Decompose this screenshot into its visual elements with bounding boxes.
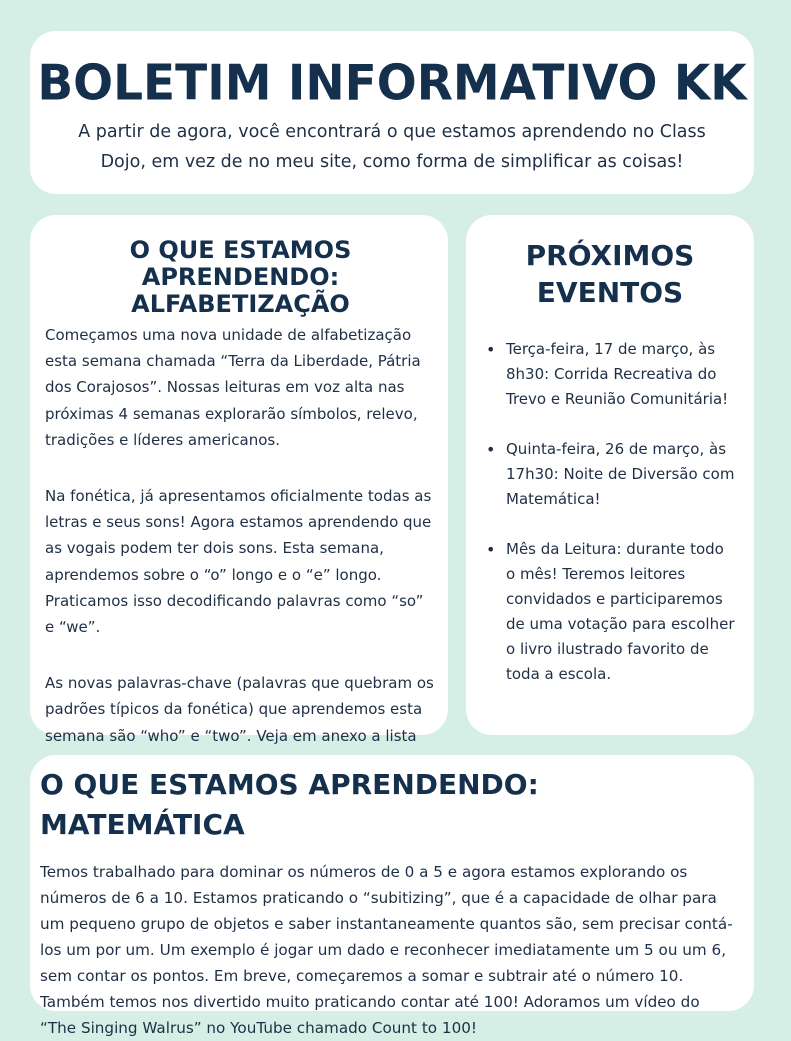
paragraph-spacer	[45, 640, 436, 666]
literacy-section	[30, 215, 448, 745]
newsletter-title: BOLETIM INFORMATIVO KK	[37, 54, 747, 112]
literacy-paragraph: Na fonética, já apresentamos oficialmente todas as letras e seus sons! Agora estamos aprendendo que as vogais podem ter dois sons. Esta semana, aprendemos sobre o “o” longo e o “e” longo. Praticamos isso decodificando palavras como “so” e “we”.	[45, 487, 432, 637]
event-item: • Terça-feira, 17 de março, às 8h30: Corrida Recreativa do Trevo e Reunião Comunitária!	[484, 337, 736, 412]
events-section	[466, 215, 754, 735]
header-card	[30, 31, 754, 194]
literacy-heading: O QUE ESTAMOS APRENDENDO: ALFABETIZAÇÃO	[129, 236, 352, 318]
event-item: • Mês da Leitura: durante todo o mês! Teremos leitores convidados e participaremos de uma votação para escolher o livro ilustrado favorito de toda a escola.	[484, 537, 736, 687]
literacy-paragraph: Começamos uma nova unidade de alfabetização esta semana chamada “Terra da Liberdade, Pátria dos Corajosos”. Nossas leituras em voz alta nas próximas 4 semanas explorarão símbolos, relevo, tradições e líderes americanos.	[45, 326, 421, 449]
paragraph-spacer	[45, 453, 436, 479]
math-paragraph: Temos trabalhado para dominar os números de 0 a 5 e agora estamos explorando os números de 6 a 10. Estamos praticando o “subitizing”, que é a capacidade de olhar para um pequeno grupo de objetos e saber instantaneamente quantos são, sem precisar contá-los um por um. Um exemplo é jogar um dado e reconhecer imediatamente um 5 ou um 6, sem contar os pontos. Em breve, começaremos a somar e subtrair até o número 10. Também temos nos divertido muito praticando contar até 100! Adoramos um vídeo do “The Singing Walrus” no YouTube chamado Count to 100!	[40, 863, 733, 1037]
math-section	[30, 755, 754, 1037]
math-heading: O QUE ESTAMOS APRENDENDO: MATEMÁTICA	[40, 768, 539, 841]
events-list	[484, 337, 736, 687]
event-item: • Quinta-feira, 26 de março, às 17h30: Noite de Diversão com Matemática!	[484, 437, 736, 512]
literacy-paragraph: As novas palavras-chave (palavras que quebram os padrões típicos da fonética) que aprendemos esta semana são “who” e “two”. Veja em anexo a lista	[45, 674, 434, 745]
newsletter-subtitle: A partir de agora, você encontrará o que estamos aprendendo no Class Dojo, em vez de no meu site, como forma de simplificar as coisas!	[78, 122, 706, 172]
events-heading: PRÓXIMOS EVENTOS	[525, 239, 695, 309]
